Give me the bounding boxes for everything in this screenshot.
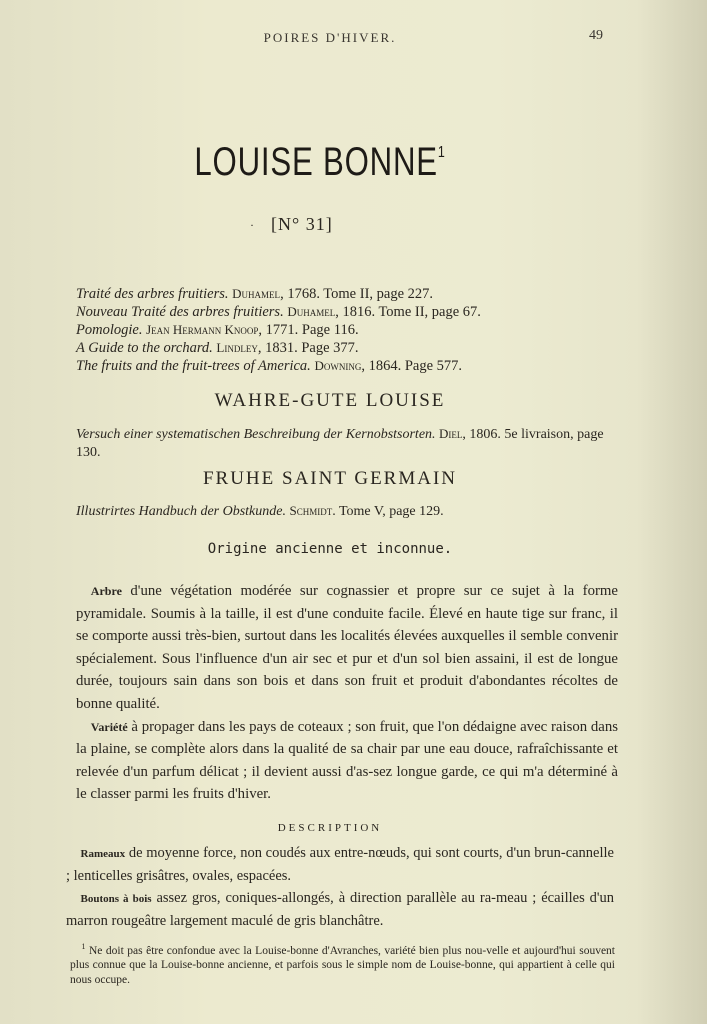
page-edge-shadow [637,0,707,1024]
synonym-citation [76,425,621,462]
paragraph-boutons [66,887,614,932]
reference-list [76,285,616,375]
page-title [70,140,569,185]
body-text [76,580,618,806]
synonym-citation [76,502,621,521]
paragraph-lead: Boutons à bois [80,893,152,905]
title-footnote-mark: 1 [437,144,446,161]
reference-item [76,339,616,357]
reference-work: A Guide to the orchard. [76,340,213,356]
paragraph-arbre [76,580,618,716]
citation-work: Versuch einer systematischen Beschreibung der Kernobstsorten. [76,427,436,442]
description-text [66,842,614,932]
citation-detail: . Tome V, page 129. [332,504,444,519]
reference-author: Lindley [216,340,258,355]
citation-author: Schmidt [289,503,333,518]
paragraph-lead: Rameaux [80,848,126,860]
reference-item [76,321,616,339]
paragraph-variete [76,716,618,806]
reference-work: Pomologie. [76,322,143,338]
reference-author: Jean Hermann Knoop [146,322,259,337]
reference-item [76,285,616,303]
page-number: 49 [589,28,603,43]
citation-work: Illustrirtes Handbuch der Obstkunde. [76,504,286,519]
reference-author: Downing [314,358,362,373]
paragraph-rameaux [66,842,614,887]
footnote-text: Ne doit pas être confondue avec la Louise-bonne d'Avranches, variété bien plus nou-velle et aujourd'hui souvent plus connue que la Louise-bonne ancienne, et parfois sous le simple nom de Louise-bonne, qui appartient à celle qui nous occupe. [70,944,615,986]
number-dot: · [250,218,255,233]
reference-item [76,357,616,375]
citation-author: Diel [439,426,463,441]
reference-author: Duhamel [287,304,336,319]
reference-detail: , 1864. Page 577. [361,358,463,374]
paragraph-text: à propager dans les pays de coteaux ; son fruit, que l'on dédaigne avec raison dans la plaine, se complète alors dans la qualité de sa chair par une eau douce, rafraîchissante et relevée d'un parfum délicat ; il devient aussi d'as-sez longue garde, ce qui m'a déterminé à le classer parmi les fruits d'hiver. [76,718,618,803]
paragraph-text: assez gros, coniques-allongés, à direction parallèle au ra-meau ; écailles d'un marron rougeâtre largement maculé de gris blanchâtre. [66,890,614,929]
footnote-mark: 1 [81,942,86,951]
variety-number-text: [N° 31] [271,214,333,234]
reference-detail: , 1816. Tome II, page 67. [335,304,481,320]
reference-detail: , 1768. Tome II, page 227. [280,286,434,302]
reference-item [76,303,616,321]
synonym-title: FRUHE SAINT GERMAIN [202,468,458,489]
reference-detail: , 1831. Page 377. [257,340,359,356]
variety-number [250,214,333,235]
reference-work: Traité des arbres fruitiers. [76,286,229,302]
footnote [70,940,615,987]
reference-work: The fruits and the fruit-trees of America. [76,358,311,374]
description-heading: DESCRIPTION [277,822,383,834]
paragraph-lead: Variété [90,719,128,734]
citation-detail: , 1806. 5e livraison, page 130. [76,427,604,460]
paragraph-text: de moyenne force, non coudés aux entre-nœuds, qui sont courts, d'un brun-cannelle ; lenticelles grisâtres, ovales, espacées. [66,845,614,884]
reference-work: Nouveau Traité des arbres fruitiers. [76,304,284,320]
reference-detail: , 1771. Page 116. [258,322,359,338]
reference-author: Duhamel [232,286,281,301]
synonym-title: WAHRE-GUTE LOUISE [214,390,446,411]
paragraph-text: d'une végétation modérée sur cognassier et propre sur ce sujet à la forme pyramidale. Soumis à la taille, il est d'une conduite facile. Élevé en haute tige sur franc, il se comporte aussi très-bien, surtout dans les localités élevées auxquelles il semble convenir spécialement. Sous l'influence d'un air sec et pur et d'un sol bien assaini, il est de longue durée, toujours sain dans son bois et dans son fruit et produit d'abondantes récoltes de bonne qualité. [76,583,618,712]
paragraph-lead: Arbre [90,584,122,598]
running-head: POIRES D'HIVER. [263,30,397,45]
origin-subheading: Origine ancienne et inconnue. [207,541,453,557]
title-text: LOUISE BONNE [194,140,438,184]
